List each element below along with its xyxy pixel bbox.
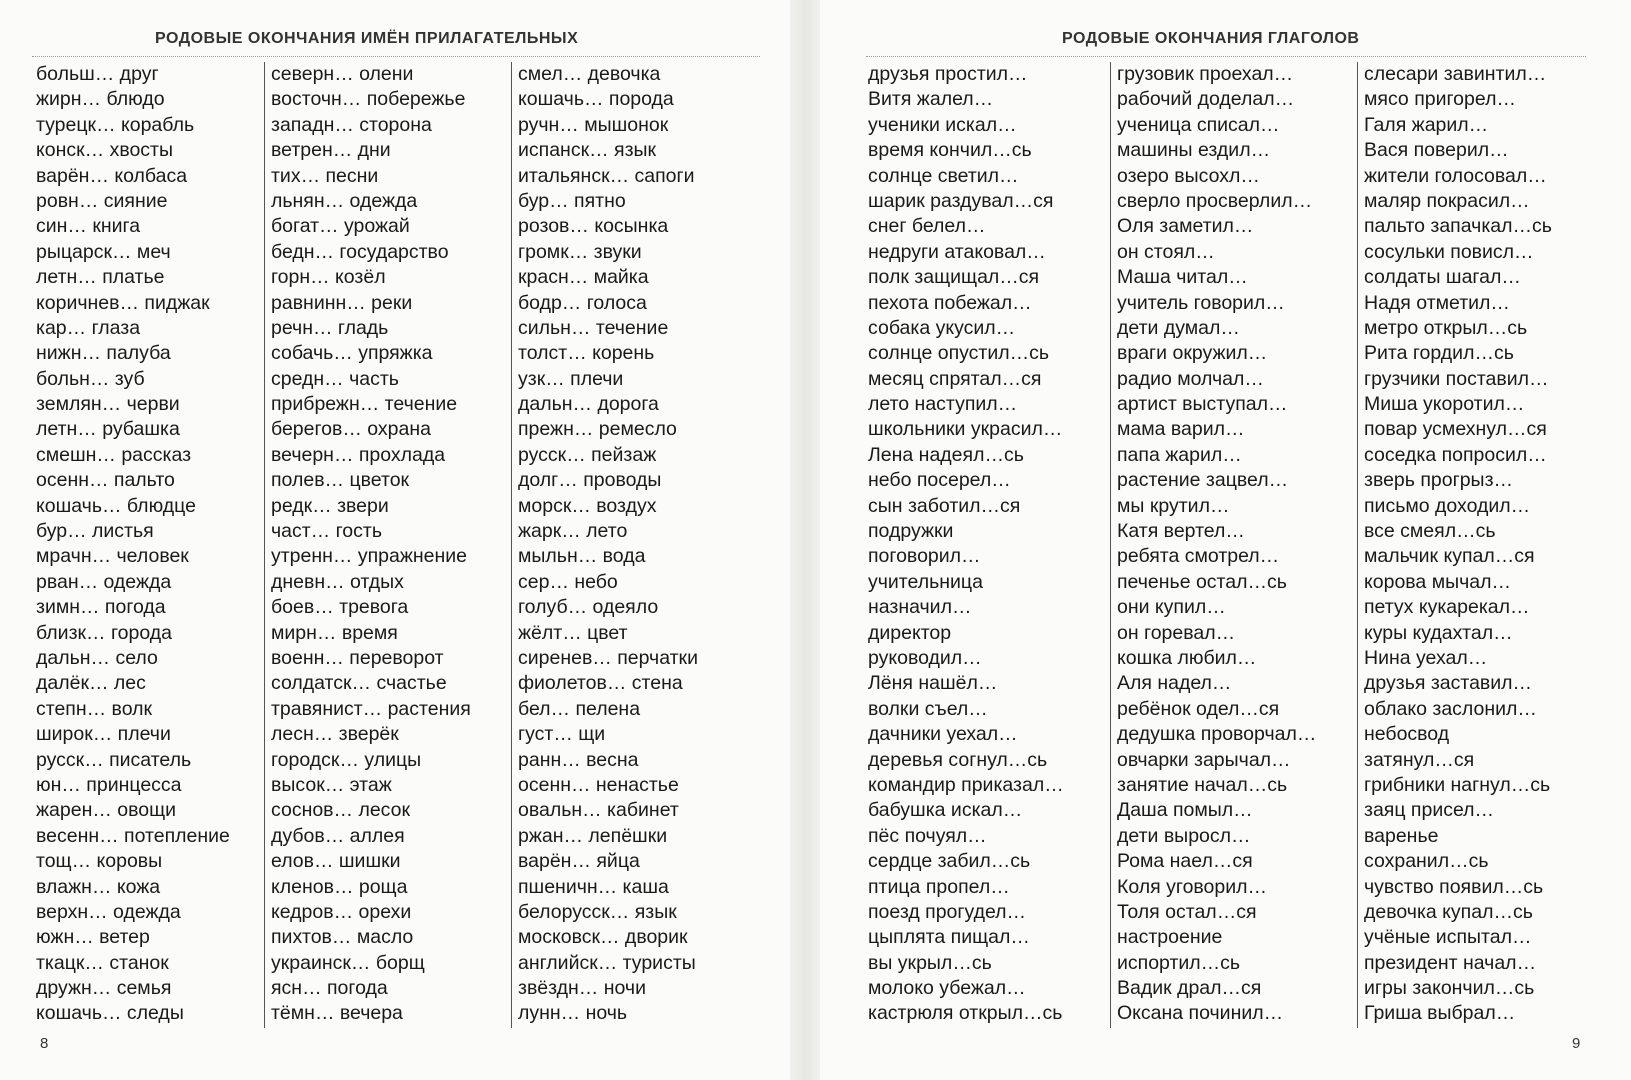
word-entry: син… книга [36, 215, 141, 238]
word-entry: кошачь… блюдце [36, 494, 196, 517]
word-entry: полев… цветок [271, 469, 410, 492]
word-entry: прежн… ремесло [518, 418, 677, 441]
word-entry: пальто запачкал…сь [1364, 215, 1552, 238]
word-entry: Аля надел… [1117, 672, 1232, 695]
word-entry: недруги атаковал… [868, 240, 1046, 263]
word-entry: мама варил… [1117, 418, 1245, 441]
word-entry: Толя остал…ся [1117, 900, 1257, 923]
word-entry: Оля заметил… [1117, 215, 1254, 238]
word-entry: рабочий доделал… [1117, 88, 1295, 111]
word-entry: звёздн… ночи [518, 977, 646, 1000]
word-entry: солдаты шагал… [1364, 266, 1521, 289]
word-entry: кастрюля открыл…сь [868, 1002, 1063, 1025]
word-entry: ясн… погода [271, 977, 388, 1000]
word-entry: варенье [1364, 824, 1439, 847]
word-entry: заяц присел… [1364, 799, 1495, 822]
word-entry: мыльн… вода [518, 545, 646, 568]
word-entry: западн… сторона [271, 113, 432, 136]
word-entry: турецк… корабль [36, 113, 195, 136]
word-entry: Нина уехал… [1364, 646, 1488, 669]
word-entry: жители голосовал… [1364, 164, 1547, 187]
word-entry: руководил… [868, 646, 982, 669]
word-entry: берегов… охрана [271, 418, 431, 441]
left-page [0, 0, 790, 1080]
word-entry: тих… песни [271, 164, 379, 187]
word-entry: грузчики поставил… [1364, 367, 1549, 390]
word-entry: част… гость [271, 520, 382, 543]
word-entry: Рома наел…ся [1117, 850, 1253, 873]
word-entry: громк… звуки [518, 240, 642, 263]
word-entry: голуб… одеяло [518, 596, 659, 619]
word-entry: русск… писатель [36, 748, 192, 771]
word-entry: Вася поверил… [1364, 139, 1509, 162]
word-entry: ранн… весна [518, 748, 639, 771]
word-column-2 [1110, 62, 1357, 1028]
book-gutter [790, 0, 820, 1080]
word-entry: Миша укоротил… [1364, 393, 1525, 416]
word-entry: травянист… растения [271, 697, 471, 720]
word-entry: осенн… ненастье [518, 773, 679, 796]
word-column-3 [511, 62, 746, 1028]
word-entry: мы крутил… [1117, 494, 1230, 517]
word-entry: ученица списал… [1117, 113, 1280, 136]
word-entry: пёс почуял… [868, 824, 987, 847]
word-entry: Гриша выбрал… [1364, 1002, 1516, 1025]
word-entry: дети выросл… [1117, 824, 1251, 847]
word-entry: Вадик драл…ся [1117, 977, 1262, 1000]
word-entry: ровн… сияние [36, 189, 168, 212]
word-entry: Галя жарил… [1364, 113, 1489, 136]
page-title: РОДОВЫЕ ОКОНЧАНИЯ ГЛАГОЛОВ [1062, 30, 1360, 47]
word-entry: ржан… лепёшки [518, 824, 668, 847]
word-entry: собачь… упряжка [271, 342, 433, 365]
word-entry: кар… глаза [36, 316, 141, 339]
page-number: 8 [40, 1035, 49, 1052]
word-entry: сосульки повисл… [1364, 240, 1534, 263]
word-entry: кошачь… порода [518, 88, 674, 111]
word-entry: снег белел… [868, 215, 986, 238]
word-entry: Рита гордил…сь [1364, 342, 1514, 365]
word-entry: ребёнок одел…ся [1117, 697, 1280, 720]
word-entry: летн… платье [36, 266, 165, 289]
word-entry: собака укусил… [868, 316, 1016, 339]
word-entry: сильн… течение [518, 316, 669, 339]
word-entry: ручн… мышонок [518, 113, 669, 136]
word-entry: коричнев… пиджак [36, 291, 210, 314]
word-entry: дальн… дорога [518, 393, 659, 416]
word-entry: Лена надеял…сь [868, 443, 1024, 466]
word-entry: итальянск… сапоги [518, 164, 695, 187]
word-entry: испортил…сь [1117, 951, 1241, 974]
word-column-2 [264, 62, 511, 1028]
word-entry: лунн… ночь [518, 1002, 628, 1025]
word-entry: больн… зуб [36, 367, 145, 390]
word-entry: сохранил…сь [1364, 850, 1489, 873]
word-entry: письмо доходил… [1364, 494, 1531, 517]
word-entry: кошка любил… [1117, 646, 1257, 669]
word-entry: поговорил… [868, 545, 981, 568]
word-entry: небо посерел… [868, 469, 1011, 492]
word-entry: летн… рубашка [36, 418, 180, 441]
word-entry: близк… города [36, 621, 172, 644]
word-entry: облако заслонил… [1364, 697, 1537, 720]
word-entry: восточн… побережье [271, 88, 466, 111]
word-entry: зверь прогрыз… [1364, 469, 1514, 492]
word-entry: корова мычал… [1364, 570, 1511, 593]
word-entry: смешн… рассказ [36, 443, 192, 466]
word-entry: учитель говорил… [1117, 291, 1285, 314]
word-entry: командир приказал… [868, 773, 1064, 796]
word-entry: вечерн… прохлада [271, 443, 446, 466]
word-entry: игры закончил…сь [1364, 977, 1535, 1000]
word-entry: весенн… потепление [36, 824, 230, 847]
word-entry: нижн… палуба [36, 342, 171, 365]
word-entry: английск… туристы [518, 951, 696, 974]
word-entry: волки съел… [868, 697, 988, 720]
word-entry: растение зацвел… [1117, 469, 1289, 492]
title-divider [866, 56, 1586, 57]
word-entry: шарик раздувал…ся [868, 189, 1054, 212]
word-entry: он горевал… [1117, 621, 1236, 644]
word-entry: Даша помыл… [1117, 799, 1253, 822]
word-entry: Витя жалел… [868, 88, 994, 111]
word-entry: мрачн… человек [36, 545, 189, 568]
word-entry: цыплята пищал… [868, 926, 1030, 949]
word-entry: сверло просверлил… [1117, 189, 1313, 212]
word-entry: жирн… блюдо [36, 88, 165, 111]
word-entry: солнце опустил…сь [868, 342, 1050, 365]
word-entry: больш… друг [36, 63, 159, 85]
right-page [820, 0, 1631, 1080]
word-entry: дубов… аллея [271, 824, 405, 847]
word-entry: радио молчал… [1117, 367, 1264, 390]
word-entry: птица пропел… [868, 875, 1010, 898]
word-entry: рван… одежда [36, 570, 172, 593]
word-entry: красн… майка [518, 266, 649, 289]
word-entry: Маша читал… [1117, 266, 1248, 289]
word-entry: директор [868, 621, 952, 644]
word-entry: русск… пейзаж [518, 443, 657, 466]
word-entry: кедров… орехи [271, 900, 412, 923]
word-entry: месяц спрятал…ся [868, 367, 1042, 390]
word-entry: пихтов… масло [271, 926, 414, 949]
word-entry: белорусск… язык [518, 900, 677, 923]
word-entry: льнян… одежда [271, 189, 418, 212]
verb-columns [864, 62, 1592, 1028]
word-entry: мальчик купал…ся [1364, 545, 1535, 568]
word-entry: бур… листья [36, 520, 154, 543]
word-entry: тощ… коровы [36, 850, 163, 873]
word-entry: горн… козёл [271, 266, 386, 289]
word-entry: Коля уговорил… [1117, 875, 1268, 898]
word-entry: солдатск… счастье [271, 672, 447, 695]
word-entry: прибрежн… течение [271, 393, 458, 416]
word-entry: пшеничн… каша [518, 875, 669, 898]
word-entry: юн… принцесса [36, 773, 182, 796]
word-entry: грибники нагнул…сь [1364, 773, 1551, 796]
word-entry: бабушка искал… [868, 799, 1023, 822]
word-entry: враги окружил… [1117, 342, 1268, 365]
title-divider [32, 56, 760, 57]
word-entry: бедн… государство [271, 240, 449, 263]
word-entry: артист выступал… [1117, 393, 1288, 416]
word-entry: равнинн… реки [271, 291, 413, 314]
word-entry: лесн… зверёк [271, 723, 399, 746]
word-entry: варён… яйца [518, 850, 640, 873]
word-entry: Надя отметил… [1364, 291, 1510, 314]
word-entry: соседка попросил… [1364, 443, 1547, 466]
word-entry: печенье остал…сь [1117, 570, 1287, 593]
word-entry: городск… улицы [271, 748, 422, 771]
word-entry: солнце светил… [868, 164, 1019, 187]
word-column-1 [864, 62, 1110, 1028]
word-entry: зимн… погода [36, 596, 166, 619]
word-entry: Оксана починил… [1117, 1002, 1284, 1025]
word-entry: средн… часть [271, 367, 399, 390]
word-entry: друзья заставил… [1364, 672, 1533, 695]
word-entry: степн… волк [36, 697, 153, 720]
word-entry: папа жарил… [1117, 443, 1242, 466]
word-entry: куры кудахтал… [1364, 621, 1513, 644]
word-entry: дальн… село [36, 646, 158, 669]
word-entry: толст… корень [518, 342, 655, 365]
word-entry: сиренев… перчатки [518, 646, 698, 669]
word-entry: далёк… лес [36, 672, 146, 695]
word-entry: учительница [868, 570, 983, 593]
word-entry: долг… проводы [518, 469, 662, 492]
word-entry: маляр покрасил… [1364, 189, 1530, 212]
word-entry: метро открыл…сь [1364, 316, 1528, 339]
word-entry: небосвод [1364, 723, 1450, 746]
word-entry: влажн… кожа [36, 875, 161, 898]
word-entry: жёлт… цвет [518, 621, 628, 644]
word-entry: фиолетов… стена [518, 672, 683, 695]
word-entry: рыцарск… меч [36, 240, 171, 263]
word-entry: высок… этаж [271, 773, 392, 796]
word-entry: кошачь… следы [36, 1002, 184, 1025]
word-entry: они купил… [1117, 596, 1226, 619]
word-entry: соснов… лесок [271, 799, 411, 822]
word-entry: мирн… время [271, 621, 398, 644]
word-entry: учёные испытал… [1364, 926, 1532, 949]
word-entry: утренн… упражнение [271, 545, 467, 568]
word-entry: кленов… роща [271, 875, 408, 898]
word-entry: морск… воздух [518, 494, 657, 517]
word-entry: занятие начал…сь [1117, 773, 1288, 796]
word-entry: осенн… пальто [36, 469, 175, 492]
word-entry: широк… плечи [36, 723, 171, 746]
word-entry: петух кукарекал… [1364, 596, 1530, 619]
word-entry: лето наступил… [868, 393, 1018, 416]
word-entry: пехота побежал… [868, 291, 1032, 314]
word-entry: время кончил…сь [868, 139, 1032, 162]
word-entry: президент начал… [1364, 951, 1537, 974]
word-entry: смел… девочка [518, 63, 661, 85]
word-entry: слесари завинтил… [1364, 63, 1547, 85]
word-entry: боев… тревога [271, 596, 409, 619]
word-entry: дети думал… [1117, 316, 1240, 339]
word-entry: конск… хвосты [36, 139, 173, 162]
word-entry: назначил… [868, 596, 972, 619]
word-entry: овальн… кабинет [518, 799, 679, 822]
word-entry: все смеял…сь [1364, 520, 1496, 543]
word-entry: подружки [868, 520, 954, 543]
word-entry: узк… плечи [518, 367, 624, 390]
word-entry: Катя вертел… [1117, 520, 1245, 543]
word-entry: богат… урожай [271, 215, 410, 238]
word-entry: дневн… отдых [271, 570, 404, 593]
word-entry: машины ездил… [1117, 139, 1271, 162]
word-entry: ребята смотрел… [1117, 545, 1280, 568]
word-entry: молоко убежал… [868, 977, 1026, 1000]
word-entry: украинск… борщ [271, 951, 425, 974]
word-entry: затянул…ся [1364, 748, 1475, 771]
word-entry: редк… звери [271, 494, 389, 517]
word-entry: повар усмехнул…ся [1364, 418, 1547, 441]
word-entry: грузовик проехал… [1117, 63, 1294, 85]
word-entry: ученики искал… [868, 113, 1017, 136]
word-entry: испанск… язык [518, 139, 657, 162]
word-entry: северн… олени [271, 63, 414, 85]
page-title: РОДОВЫЕ ОКОНЧАНИЯ ИМЁН ПРИЛАГАТЕЛЬНЫХ [155, 30, 579, 47]
word-entry: сер… небо [518, 570, 618, 593]
word-entry: сердце забил…сь [868, 850, 1031, 873]
word-entry: школьники украсил… [868, 418, 1063, 441]
word-entry: елов… шишки [271, 850, 401, 873]
word-entry: озеро высохл… [1117, 164, 1260, 187]
word-entry: Лёня нашёл… [868, 672, 998, 695]
word-entry: жарен… овощи [36, 799, 177, 822]
word-entry: тёмн… вечера [271, 1002, 403, 1025]
word-entry: поезд прогудел… [868, 900, 1027, 923]
word-entry: военн… переворот [271, 646, 444, 669]
word-entry: вы укрыл…сь [868, 951, 992, 974]
word-entry: московск… дворик [518, 926, 688, 949]
word-entry: ветрен… дни [271, 139, 391, 162]
word-entry: полк защищал…ся [868, 266, 1040, 289]
adjective-columns [32, 62, 746, 1028]
word-entry: деревья согнул…сь [868, 748, 1048, 771]
word-entry: дачники уехал… [868, 723, 1018, 746]
word-entry: землян… черви [36, 393, 180, 416]
word-entry: варён… колбаса [36, 164, 188, 187]
word-entry: ткацк… станок [36, 951, 169, 974]
word-entry: речн… гладь [271, 316, 389, 339]
word-entry: южн… ветер [36, 926, 150, 949]
word-entry: настроение [1117, 926, 1223, 949]
word-entry: бел… пелена [518, 697, 641, 720]
word-entry: дедушка проворчал… [1117, 723, 1317, 746]
word-entry: бур… пятно [518, 189, 626, 212]
word-column-1 [32, 62, 264, 1028]
word-column-3 [1357, 62, 1592, 1028]
word-entry: он стоял… [1117, 240, 1215, 263]
word-entry: девочка купал…сь [1364, 900, 1533, 923]
word-entry: чувство появил…сь [1364, 875, 1544, 898]
word-entry: густ… щи [518, 723, 606, 746]
word-entry: верхн… одежда [36, 900, 181, 923]
word-entry: бодр… голоса [518, 291, 647, 314]
page-number: 9 [1572, 1035, 1581, 1052]
word-entry: дружн… семья [36, 977, 172, 1000]
word-entry: сын заботил…ся [868, 494, 1021, 517]
word-entry: мясо пригорел… [1364, 88, 1516, 111]
word-entry: жарк… лето [518, 520, 628, 543]
word-entry: друзья простил… [868, 63, 1028, 85]
word-entry: розов… косынка [518, 215, 669, 238]
word-entry: овчарки зарычал… [1117, 748, 1291, 771]
